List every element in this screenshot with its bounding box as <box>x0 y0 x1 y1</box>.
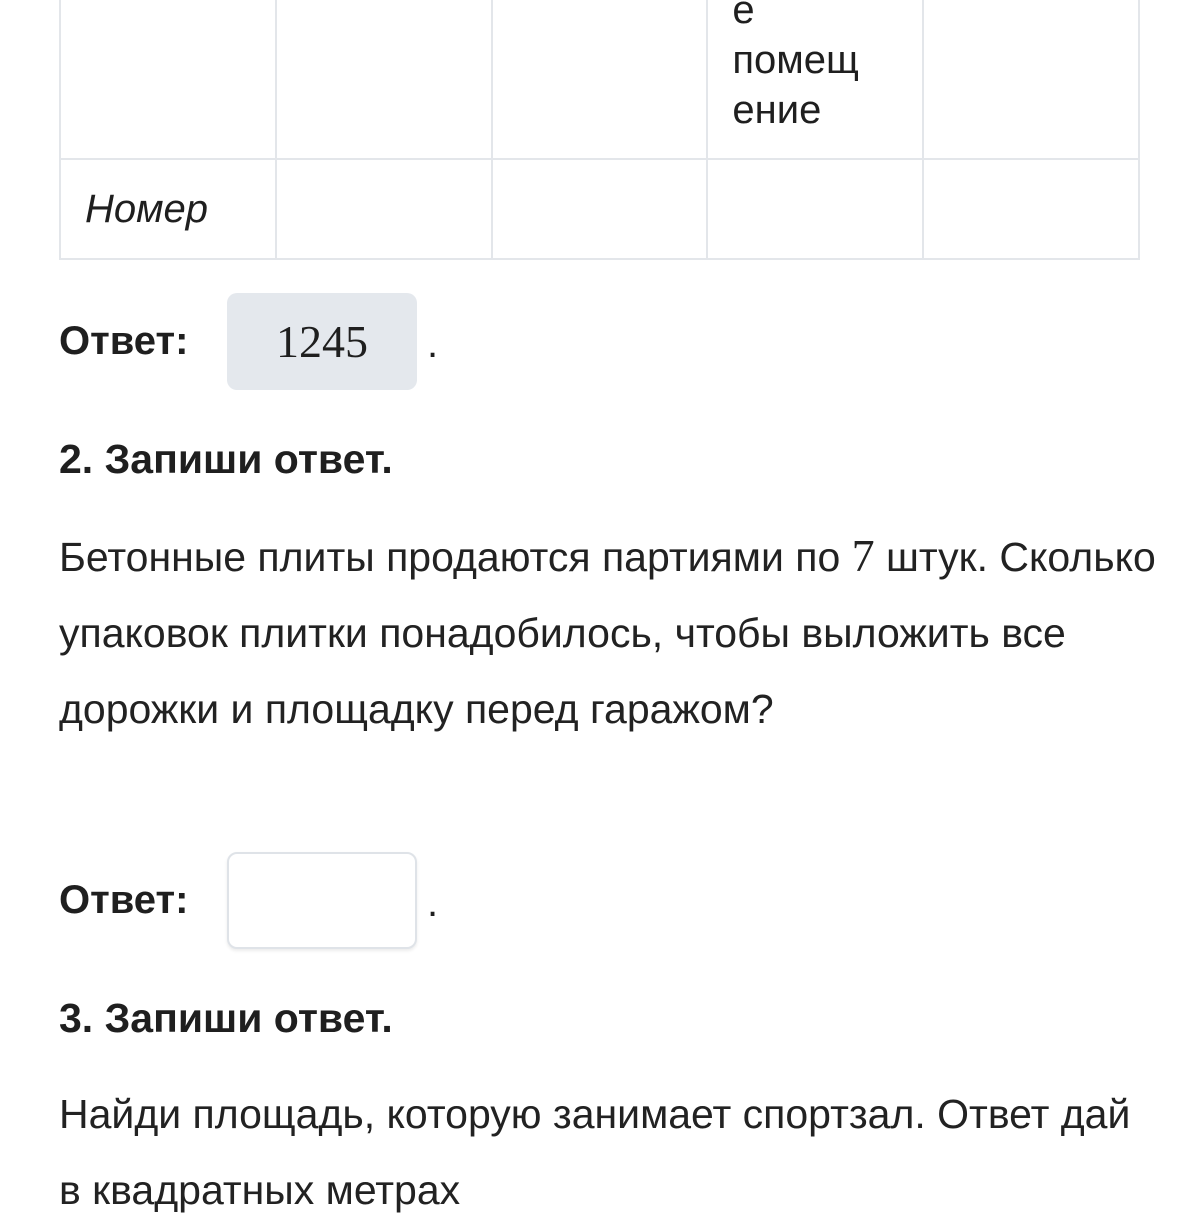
task2-title: 2. Запиши ответ. <box>59 436 393 482</box>
answer-label: Ответ: <box>59 319 189 363</box>
number-cell <box>492 159 708 259</box>
header-text-line: ение <box>732 88 822 132</box>
table-cell <box>60 0 276 159</box>
table-cell-room-header <box>707 0 923 159</box>
number-cell <box>707 159 923 259</box>
task2-text-part: штук. Сколько упаковок плитки понадобилось, чтобы выложить все дорожки и площадку перед гаражом? <box>59 534 1156 732</box>
table-cell <box>492 0 708 159</box>
answer-period: . <box>427 881 439 925</box>
rooms-table-wrapper <box>59 0 1140 260</box>
task2-number: 7 <box>851 530 875 581</box>
answer-period: . <box>427 322 439 366</box>
table-cell <box>923 0 1139 159</box>
answer-label: Ответ: <box>59 878 189 922</box>
answer-value: 1245 <box>276 316 368 367</box>
task3-title: 3. Запиши ответ. <box>59 995 393 1041</box>
task1-answer-field[interactable] <box>227 293 417 390</box>
number-row-label: Номер <box>60 159 276 259</box>
header-text-line: е <box>732 0 755 32</box>
table-number-row <box>60 159 1139 259</box>
task1-answer-row <box>59 293 438 390</box>
header-text-line: помещ <box>732 38 859 82</box>
number-cell <box>276 159 492 259</box>
task3-text: Найди площадь, которую занимает спортзал. Ответ дай в квадратных метрах <box>59 1091 1131 1213</box>
table-header-row <box>60 0 1139 159</box>
task2-answer-row <box>59 852 438 949</box>
table-cell <box>276 0 492 159</box>
rooms-table <box>59 0 1140 260</box>
task2-answer-field[interactable] <box>227 852 417 949</box>
task2-text-part: Бетонные плиты продаются партиями по <box>59 534 852 580</box>
number-cell <box>923 159 1139 259</box>
task2-text <box>59 518 1159 747</box>
